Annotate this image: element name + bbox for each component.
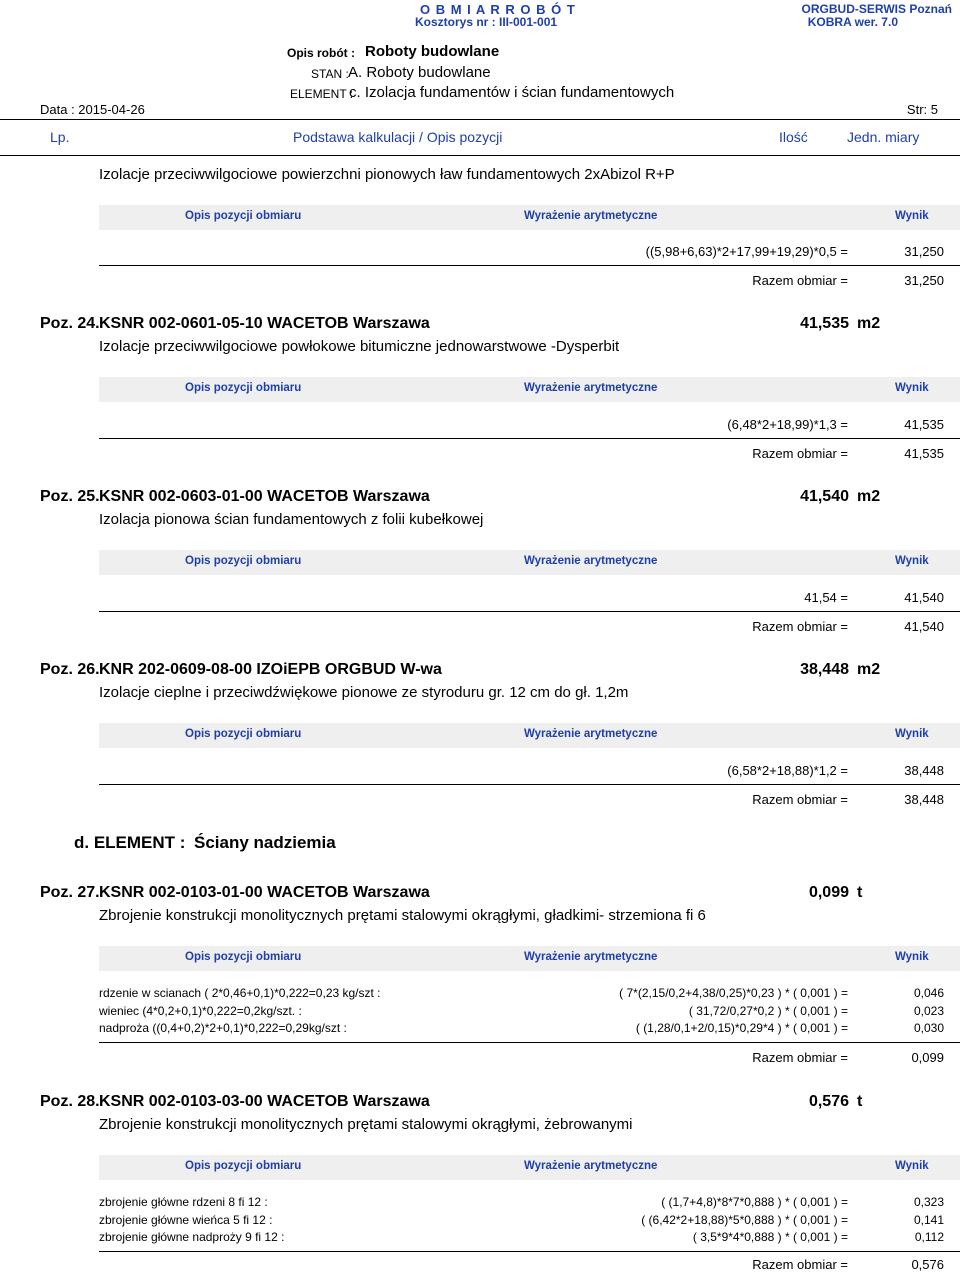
expression: 41,54 = <box>804 590 848 605</box>
poz-number: Poz. 27. <box>40 884 100 901</box>
item-description: Izolacja pionowa ścian fundamentowych z folii kubełkowej <box>99 511 484 528</box>
item-description: Izolacje przeciwwilgociowe powierzchni pionowych ław fundamentowych 2xAbizol R+P <box>99 166 675 183</box>
expression: (6,48*2+18,99)*1,3 = <box>727 417 848 432</box>
poz-unit: m2 <box>857 488 881 505</box>
result-value: 0,141 <box>913 1213 944 1227</box>
subtable-col-wyrazenie: Wyrażenie arytmetyczne <box>524 1160 658 1172</box>
subtable-col-wyrazenie: Wyrażenie arytmetyczne <box>524 210 658 222</box>
opis-row: wieniec (4*0,2+0,1)*0,222=0,2kg/szt. : <box>99 1004 302 1018</box>
subtable-header <box>99 723 960 748</box>
subtable-col-wynik: Wynik <box>895 210 929 222</box>
razem-value: 0,099 <box>911 1050 944 1065</box>
poz-number: Poz. 26. <box>40 661 100 678</box>
expression: ( 31,72/0,27*0,2 ) * ( 0,001 ) = <box>688 1004 848 1018</box>
col-ilosc: Ilość <box>779 129 808 145</box>
result-value: 41,535 <box>904 417 944 432</box>
result-value: 31,250 <box>904 244 944 259</box>
subtable-header <box>99 1155 960 1180</box>
poz-unit: t <box>857 884 863 901</box>
poz-quantity: 41,540 <box>800 488 849 505</box>
poz-unit: m2 <box>857 315 881 332</box>
poz-number: Poz. 28. <box>40 1093 100 1110</box>
subtable-col-wynik: Wynik <box>895 382 929 394</box>
result-value: 0,046 <box>913 986 944 1000</box>
result-value: 41,540 <box>904 590 944 605</box>
subtable-col-opis: Opis pozycji obmiaru <box>185 728 302 740</box>
kosztorys-number: Kosztorys nr : III-001-001 <box>415 15 558 29</box>
expression: ((5,98+6,63)*2+17,99+19,29)*0,5 = <box>645 244 848 259</box>
razem-value: 31,250 <box>904 273 944 288</box>
col-podstawa: Podstawa kalkulacji / Opis pozycji <box>293 129 503 145</box>
poz-quantity: 38,448 <box>800 661 849 678</box>
poz-unit: m2 <box>857 661 881 678</box>
opis-robot-label: Opis robót : <box>287 46 355 60</box>
element-d-label: d. ELEMENT : <box>74 833 186 852</box>
poz-quantity: 0,576 <box>808 1093 849 1110</box>
poz-code: KSNR 002-0601-05-10 WACETOB Warszawa <box>99 315 430 332</box>
opis-robot-value: Roboty budowlane <box>365 43 500 60</box>
razem-label: Razem obmiar = <box>752 1257 848 1272</box>
poz-quantity: 41,535 <box>800 315 849 332</box>
subtable-col-wyrazenie: Wyrażenie arytmetyczne <box>524 382 658 394</box>
subtable-col-wyrazenie: Wyrażenie arytmetyczne <box>524 728 658 740</box>
razem-label: Razem obmiar = <box>752 792 848 807</box>
document-date: Data : 2015-04-26 <box>40 102 145 117</box>
subtable-col-opis: Opis pozycji obmiaru <box>185 951 302 963</box>
subtable-col-opis: Opis pozycji obmiaru <box>185 382 302 394</box>
col-jedn: Jedn. miary <box>847 129 920 145</box>
poz-code: KSNR 002-0103-03-00 WACETOB Warszawa <box>99 1093 430 1110</box>
document-title: O B M I A R R O B Ó T <box>420 2 576 17</box>
poz-number: Poz. 24. <box>40 315 100 332</box>
subtable-col-wynik: Wynik <box>895 728 929 740</box>
stan-label: STAN : <box>311 67 349 81</box>
expression: (6,58*2+18,88)*1,2 = <box>727 763 848 778</box>
column-header-bar <box>0 119 960 156</box>
razem-value: 0,576 <box>911 1257 944 1272</box>
page-number: Str: 5 <box>906 102 938 117</box>
razem-label: Razem obmiar = <box>752 619 848 634</box>
poz-code: KSNR 002-0603-01-00 WACETOB Warszawa <box>99 488 430 505</box>
element-value: c. Izolacja fundamentów i ścian fundamentowych <box>349 84 675 101</box>
opis-row: zbrojenie główne rdzeni 8 fi 12 : <box>99 1195 268 1209</box>
expression: ( 3,5*9*4*0,888 ) * ( 0,001 ) = <box>692 1230 848 1244</box>
subtable-col-opis: Opis pozycji obmiaru <box>185 210 302 222</box>
razem-label: Razem obmiar = <box>752 273 848 288</box>
opis-row: rdzenie w scianach ( 2*0,46+0,1)*0,222=0,23 kg/szt : <box>99 986 381 1000</box>
stan-value: A. Roboty budowlane <box>348 64 491 81</box>
subtable-col-opis: Opis pozycji obmiaru <box>185 555 302 567</box>
element-label: ELEMENT : <box>290 87 354 101</box>
subtable-header <box>99 205 960 230</box>
razem-label: Razem obmiar = <box>752 1050 848 1065</box>
expression: ( (1,28/0,1+2/0,15)*0,29*4 ) * ( 0,001 ) = <box>635 1021 848 1035</box>
software-version: KOBRA wer. 7.0 <box>807 15 898 29</box>
subtable-col-wynik: Wynik <box>895 555 929 567</box>
item-description: Izolacje przeciwwilgociowe powłokowe bitumiczne jednowarstwowe -Dysperbit <box>99 338 620 355</box>
razem-label: Razem obmiar = <box>752 446 848 461</box>
razem-value: 41,540 <box>904 619 944 634</box>
expression: ( 7*(2,15/0,2+4,38/0,25)*0,23 ) * ( 0,001 ) = <box>619 986 848 1000</box>
expression: ( (6,42*2+18,88)*5*0,888 ) * ( 0,001 ) = <box>641 1213 848 1227</box>
razem-value: 41,535 <box>904 446 944 461</box>
razem-value: 38,448 <box>904 792 944 807</box>
subtable-col-wyrazenie: Wyrażenie arytmetyczne <box>524 555 658 567</box>
opis-row: zbrojenie główne wieńca 5 fi 12 : <box>99 1213 273 1227</box>
opis-row: zbrojenie główne nadproży 9 fi 12 : <box>99 1230 285 1244</box>
result-value: 0,023 <box>913 1004 944 1018</box>
element-d-value: Ściany nadziemia <box>194 833 336 852</box>
expression: ( (1,7+4,8)*8*7*0,888 ) * ( 0,001 ) = <box>661 1195 848 1209</box>
item-description: Zbrojenie konstrukcji monolitycznych prętami stalowymi okrągłymi, żebrowanymi <box>99 1116 633 1133</box>
poz-unit: t <box>857 1093 863 1110</box>
result-value: 38,448 <box>904 763 944 778</box>
poz-quantity: 0,099 <box>808 884 849 901</box>
subtable-col-opis: Opis pozycji obmiaru <box>185 1160 302 1172</box>
subtable-col-wyrazenie: Wyrażenie arytmetyczne <box>524 951 658 963</box>
subtable-header <box>99 550 960 575</box>
opis-row: nadproża ((0,4+0,2)*2+0,1)*0,222=0,29kg/szt : <box>99 1021 347 1035</box>
poz-code: KSNR 002-0103-01-00 WACETOB Warszawa <box>99 884 430 901</box>
subtable-header <box>99 377 960 402</box>
result-value: 0,112 <box>914 1230 944 1244</box>
poz-number: Poz. 25. <box>40 488 100 505</box>
result-value: 0,323 <box>913 1195 944 1209</box>
col-lp: Lp. <box>50 129 70 145</box>
subtable-col-wynik: Wynik <box>895 1160 929 1172</box>
poz-code: KNR 202-0609-08-00 IZOiEPB ORGBUD W-wa <box>99 661 442 678</box>
item-description: Zbrojenie konstrukcji monolitycznych prętami stalowymi okrągłymi, gładkimi- strzemiona fi 6 <box>99 907 706 924</box>
item-description: Izolacje cieplne i przeciwdźwiękowe pionowe ze styroduru gr. 12 cm do gł. 1,2m <box>99 684 629 701</box>
result-value: 0,030 <box>913 1021 944 1035</box>
subtable-header <box>99 946 960 971</box>
company-name: ORGBUD-SERWIS Poznań <box>801 2 952 16</box>
subtable-col-wynik: Wynik <box>895 951 929 963</box>
